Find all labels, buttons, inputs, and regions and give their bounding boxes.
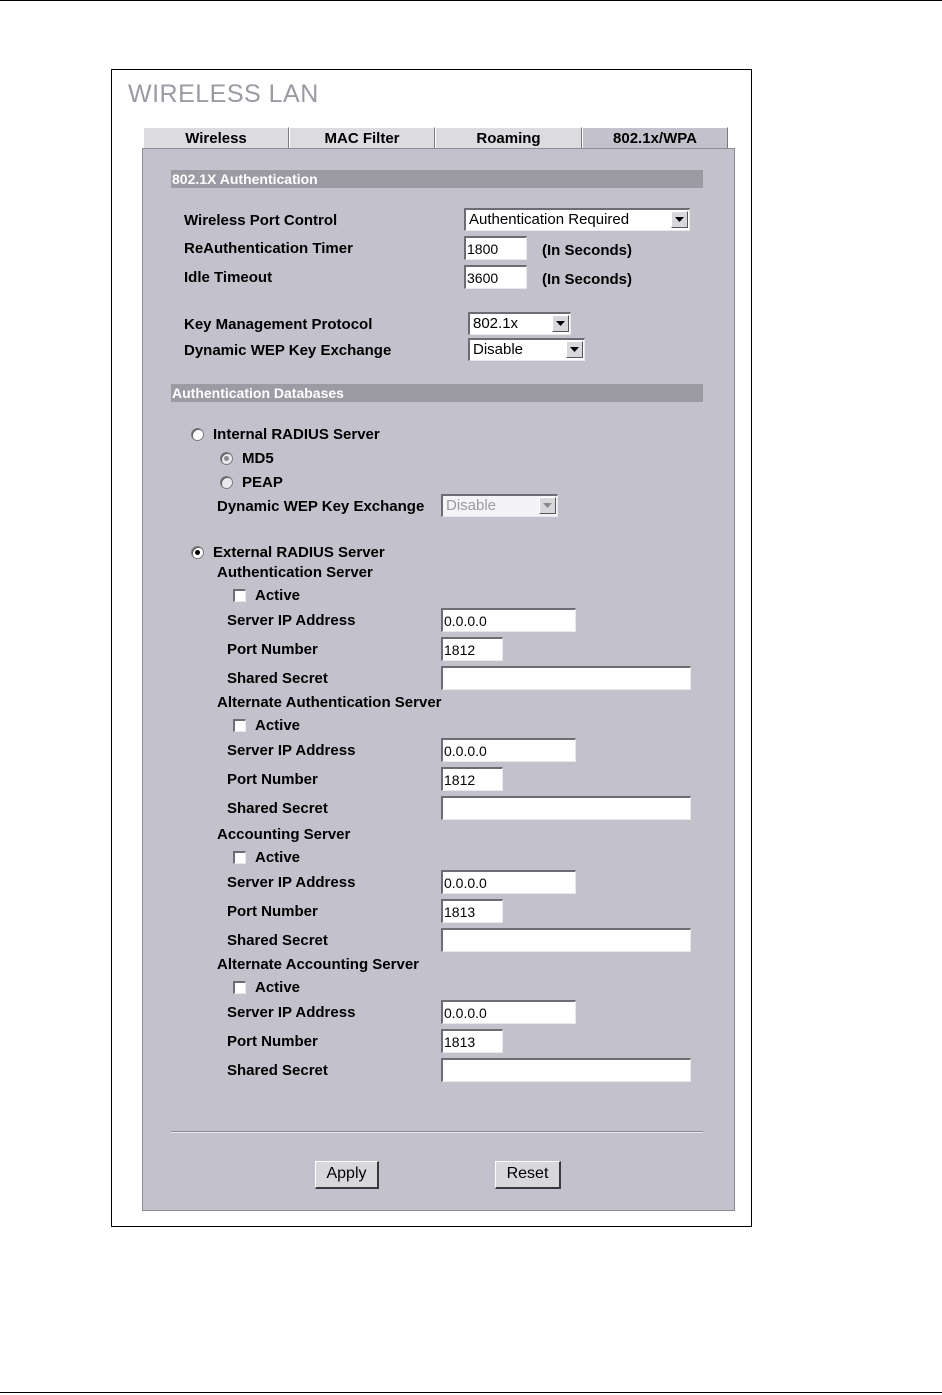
internal-dynamic-wep-select[interactable] (441, 494, 558, 517)
alternate-authentication-server-port-label: Port Number (227, 771, 318, 788)
alternate-authentication-server-heading: Alternate Authentication Server (217, 694, 442, 711)
dynamic-wep-key-exchange-label: Dynamic WEP Key Exchange (184, 342, 392, 359)
peap-label: PEAP (242, 474, 283, 491)
key-management-protocol-value: 802.1x (473, 315, 519, 332)
accounting-server-secret-label: Shared Secret (227, 932, 328, 949)
reauthentication-timer-label: ReAuthentication Timer (184, 240, 353, 257)
peap-radio[interactable] (220, 476, 233, 489)
reset-button[interactable]: Reset (495, 1161, 561, 1189)
chevron-down-icon[interactable] (552, 315, 569, 332)
tab-roaming[interactable]: Roaming (435, 127, 582, 149)
alternate-accounting-server-active-checkbox[interactable] (233, 981, 246, 994)
authentication-server-port-input[interactable] (441, 637, 503, 661)
md5-label: MD5 (242, 450, 274, 467)
reauth-unit-label: (In Seconds) (542, 242, 633, 259)
alternate-authentication-server-ip-input[interactable] (441, 738, 576, 762)
authentication-server-ip-input[interactable] (441, 608, 576, 632)
accounting-server-active-label: Active (255, 849, 301, 866)
accounting-server-ip-input[interactable] (441, 870, 576, 894)
authentication-server-ip-label: Server IP Address (227, 612, 356, 629)
authentication-server-active-checkbox[interactable] (233, 589, 246, 602)
internal-radius-label: Internal RADIUS Server (213, 426, 380, 443)
external-radius-label: External RADIUS Server (213, 544, 385, 561)
md5-radio[interactable] (220, 452, 233, 465)
tab-wireless[interactable]: Wireless (143, 127, 289, 149)
top-rule (0, 0, 942, 1)
page-title: WIRELESS LAN (128, 80, 319, 108)
authentication-server-secret-input[interactable] (441, 666, 691, 690)
bottom-rule (0, 1392, 942, 1393)
alternate-authentication-server-secret-input[interactable] (441, 796, 691, 820)
section-8021x-authentication: 802.1X Authentication (171, 170, 703, 188)
accounting-server-heading: Accounting Server (217, 826, 351, 843)
accounting-server-secret-input[interactable] (441, 928, 691, 952)
idle-unit-label: (In Seconds) (542, 271, 633, 288)
internal-radius-radio[interactable] (191, 428, 204, 441)
alternate-authentication-server-active-checkbox[interactable] (233, 719, 246, 732)
accounting-server-ip-label: Server IP Address (227, 874, 356, 891)
alternate-authentication-server-port-input[interactable] (441, 767, 503, 791)
chevron-down-icon[interactable] (539, 497, 556, 514)
accounting-server-active-checkbox[interactable] (233, 851, 246, 864)
idle-timeout-label: Idle Timeout (184, 269, 273, 286)
authentication-server-secret-label: Shared Secret (227, 670, 328, 687)
dynamic-wep-key-exchange-select[interactable] (468, 338, 585, 361)
authentication-server-active-label: Active (255, 587, 301, 604)
accounting-server-port-label: Port Number (227, 903, 318, 920)
authentication-server-heading: Authentication Server (217, 564, 373, 581)
alternate-accounting-server-port-label: Port Number (227, 1033, 318, 1050)
internal-dynamic-wep-value: Disable (446, 497, 497, 514)
wireless-port-control-value: Authentication Required (469, 211, 630, 228)
divider (171, 1131, 703, 1133)
alternate-authentication-server-active-label: Active (255, 717, 301, 734)
key-management-protocol-select[interactable] (468, 312, 571, 335)
authentication-server-port-label: Port Number (227, 641, 318, 658)
alternate-accounting-server-port-input[interactable] (441, 1029, 503, 1053)
section-authentication-databases: Authentication Databases (171, 384, 703, 402)
wireless-port-control-select[interactable] (464, 208, 690, 231)
alternate-authentication-server-ip-label: Server IP Address (227, 742, 356, 759)
tab-mac-filter[interactable]: MAC Filter (289, 127, 435, 149)
alternate-accounting-server-heading: Alternate Accounting Server (217, 956, 419, 973)
alternate-accounting-server-ip-label: Server IP Address (227, 1004, 356, 1021)
dynamic-wep-key-exchange-value: Disable (473, 341, 524, 358)
alternate-accounting-server-secret-input[interactable] (441, 1058, 691, 1082)
accounting-server-port-input[interactable] (441, 899, 503, 923)
alternate-accounting-server-ip-input[interactable] (441, 1000, 576, 1024)
tab-8021x-wpa[interactable]: 802.1x/WPA (582, 127, 728, 149)
alternate-accounting-server-secret-label: Shared Secret (227, 1062, 328, 1079)
chevron-down-icon[interactable] (566, 341, 583, 358)
alternate-authentication-server-secret-label: Shared Secret (227, 800, 328, 817)
idle-timeout-input[interactable] (464, 265, 527, 289)
chevron-down-icon[interactable] (671, 211, 688, 228)
apply-button[interactable]: Apply (315, 1161, 379, 1189)
reauthentication-timer-input[interactable] (464, 236, 527, 260)
internal-dynamic-wep-label: Dynamic WEP Key Exchange (217, 498, 425, 515)
external-radius-radio[interactable] (191, 546, 204, 559)
wireless-port-control-label: Wireless Port Control (184, 212, 338, 229)
key-management-protocol-label: Key Management Protocol (184, 316, 373, 333)
alternate-accounting-server-active-label: Active (255, 979, 301, 996)
